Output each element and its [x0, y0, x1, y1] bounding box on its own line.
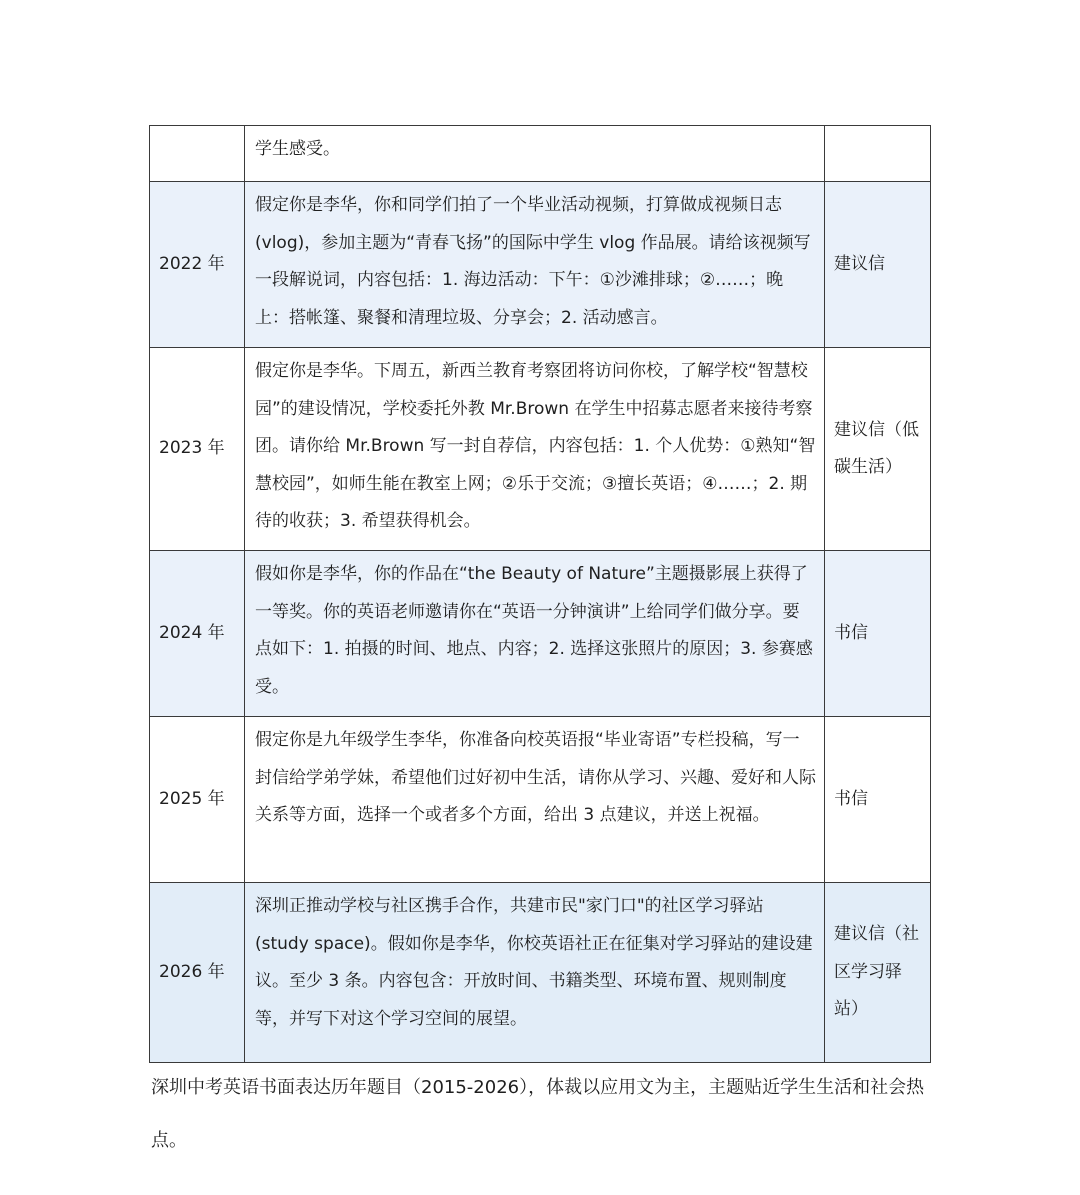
task-cell: 深圳正推动学校与社区携手合作，共建市民"家门口"的社区学习驿站(study space)。假如你是李华，你校英语社正在征集对学习驿站的建设建议。至少 3 条。内容包含：开放时间、书籍类型、环境布置、规则制度等，并写下对这个学习空间的展望。: [245, 883, 825, 1063]
type-cell: 建议信（社区学习驿站）: [825, 883, 931, 1063]
type-cell: 建议信（低碳生活）: [825, 348, 931, 551]
table-row: [150, 717, 931, 883]
year-cell: 2026 年: [150, 883, 245, 1063]
year-cell: 2023 年: [150, 348, 245, 551]
year-cell: 2025 年: [150, 717, 245, 883]
year-cell: 2024 年: [150, 551, 245, 717]
task-cell: 假定你是李华，你和同学们拍了一个毕业活动视频，打算做成视频日志(vlog)，参加主题为“青春飞扬”的国际中学生 vlog 作品展。请给该视频写一段解说词，内容包括：1. 海边活动：下午：①沙滩排球；②……；晚上：搭帐篷、聚餐和清理垃圾、分享会；2. 活动感言。: [245, 182, 825, 348]
task-cell: 假定你是李华。下周五，新西兰教育考察团将访问你校，了解学校“智慧校园”的建设情况，学校委托外教 Mr.Brown 在学生中招募志愿者来接待考察团。请你给 Mr.Brown 写一封自荐信，内容包括：1. 个人优势：①熟知“智慧校园”，如师生能在教室上网；②乐于交流；③擅长英语；④……；2. 期待的收获；3. 希望获得机会。: [245, 348, 825, 551]
type-cell: 书信: [825, 551, 931, 717]
task-cell: 假定你是九年级学生李华，你准备向校英语报“毕业寄语”专栏投稿，写一封信给学弟学妹，希望他们过好初中生活，请你从学习、兴趣、爱好和人际关系等方面，选择一个或者多个方面，给出 3 点建议，并送上祝福。: [245, 717, 825, 883]
type-cell: [825, 126, 931, 182]
type-cell: 书信: [825, 717, 931, 883]
table-row: [150, 126, 931, 182]
table-caption: 深圳中考英语书面表达历年题目（2015-2026），体裁以应用文为主，主题贴近学生生活和社会热点。: [151, 1077, 925, 1151]
table-row: [150, 551, 931, 717]
year-cell: 2022 年: [150, 182, 245, 348]
year-cell: [150, 126, 245, 182]
exam-writing-table: [149, 125, 931, 1063]
task-cell: 学生感受。: [245, 126, 825, 182]
task-cell: 假如你是李华，你的作品在“the Beauty of Nature”主题摄影展上获得了一等奖。你的英语老师邀请你在“英语一分钟演讲”上给同学们做分享。要点如下：1. 拍摄的时间、地点、内容；2. 选择这张照片的原因；3. 参赛感受。: [245, 551, 825, 717]
table-row: [150, 182, 931, 348]
type-cell: 建议信: [825, 182, 931, 348]
table-row: [150, 348, 931, 551]
exam-table-container: [149, 125, 930, 1063]
table-row: [150, 883, 931, 1063]
